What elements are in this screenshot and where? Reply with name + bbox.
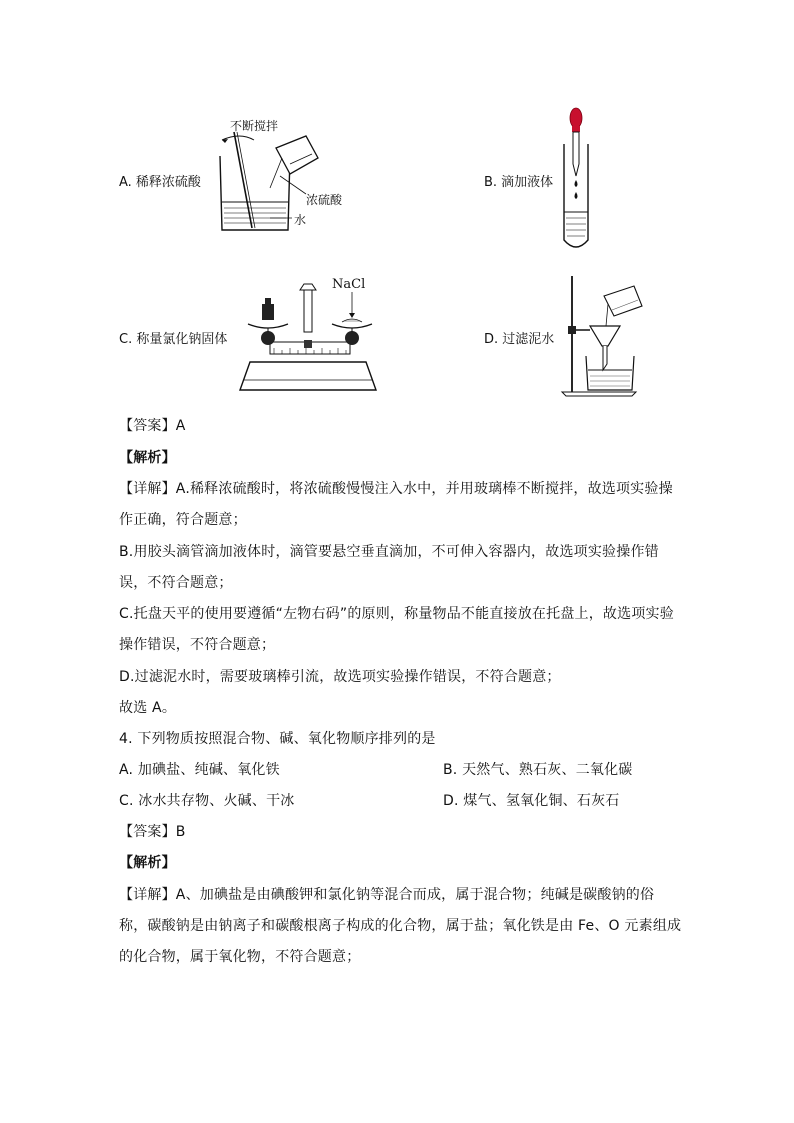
acid-label: 浓硫酸 — [306, 193, 343, 207]
q3-c-line: C.托盘天平的使用要遵循“左物右码”的原则，称量物品不能直接放在托盘上，故选项实验 — [119, 606, 674, 622]
q4-answer: 【答案】B — [119, 824, 186, 840]
q3-d-line: D.过滤泥水时，需要玻璃棒引流，故选项实验操作错误，不符合题意； — [119, 669, 561, 685]
nacl-label: NaCl — [332, 277, 366, 292]
figure-d-label: D. 过滤泥水 — [484, 332, 555, 347]
q3-answer: 【答案】A — [119, 418, 186, 434]
figure-c-diagram — [234, 276, 384, 396]
figure-b-label: B. 滴加液体 — [484, 175, 554, 190]
q3-choose: 故选 A。 — [119, 700, 177, 716]
q3-detail-line: 【详解】A.稀释浓硫酸时，将浓硫酸慢慢注入水中，并用玻璃棒不断搅拌，故选项实验操 — [119, 481, 673, 497]
figure-a-label: A. 稀释浓硫酸 — [119, 175, 201, 190]
q4-detail-line: 的化合物，属于氧化物，不符合题意； — [119, 949, 361, 965]
stir-label: 不断搅拌 — [230, 119, 279, 133]
q3-b-line: 误，不符合题意； — [119, 575, 233, 591]
water-label: 水 — [294, 213, 307, 227]
q4-option-c: C. 冰水共存物、火碱、干冰 — [119, 793, 295, 809]
figure-c-label: C. 称量氯化钠固体 — [119, 332, 228, 347]
q4-option-a: A. 加碘盐、纯碱、氧化铁 — [119, 762, 280, 778]
q3-b-line: B.用胶头滴管滴加液体时，滴管要悬空垂直滴加，不可伸入容器内，故选项实验操作错 — [119, 544, 659, 560]
q3-analysis: 【解析】 — [119, 450, 176, 466]
q4-option-b: B. 天然气、熟石灰、二氧化碳 — [443, 762, 633, 778]
figure-a-diagram — [210, 118, 360, 238]
q3-c-line: 操作错误，不符合题意； — [119, 637, 276, 653]
q4-detail-line: 称，碳酸钠是由钠离子和碳酸根离子构成的化合物，属于盐；氧化铁是由 Fe、O 元素组成 — [119, 918, 682, 934]
q3-detail-line: 作正确，符合题意； — [119, 512, 247, 528]
q4-detail-line: 【详解】A、加碘盐是由碘酸钾和氯化钠等混合而成，属于混合物；纯碱是碳酸钠的俗 — [119, 887, 655, 903]
figure-d-diagram — [560, 270, 650, 400]
q4-analysis: 【解析】 — [119, 855, 176, 871]
figure-b-diagram — [558, 104, 598, 254]
q4-option-d: D. 煤气、氢氧化铜、石灰石 — [443, 793, 620, 809]
q4-stem: 4. 下列物质按照混合物、碱、氧化物顺序排列的是 — [119, 731, 436, 747]
